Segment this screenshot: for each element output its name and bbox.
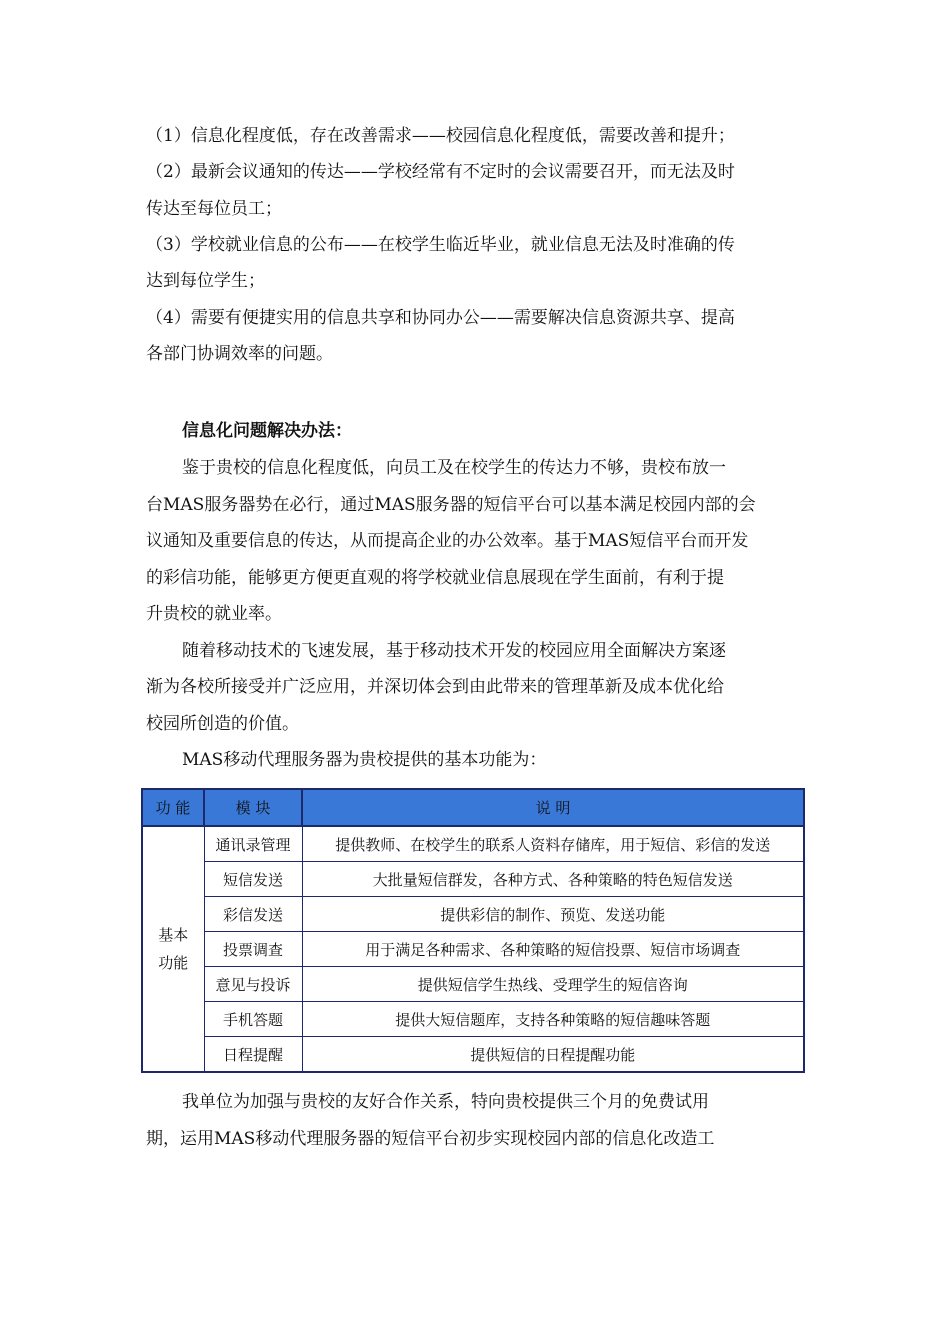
- table-row: [142, 1037, 804, 1073]
- paragraph-line: 鉴于贵校的信息化程度低，向员工及在校学生的传达力不够，贵校布放一: [182, 458, 726, 478]
- category-label-line2: 功能: [158, 954, 189, 972]
- description-cell: 提供短信的日程提醒功能: [302, 1037, 804, 1073]
- module-cell: 意见与投诉: [204, 967, 302, 1002]
- module-cell: 手机答题: [204, 1002, 302, 1037]
- section-heading: 信息化问题解决办法：: [182, 421, 352, 441]
- module-cell: 彩信发送: [204, 897, 302, 932]
- description-cell: 提供教师、在校学生的联系人资料存储库，用于短信、彩信的发送: [302, 826, 804, 862]
- problem-line: 各部门协调效率的问题。: [146, 344, 333, 364]
- description-cell: 用于满足各种需求、各种策略的短信投票、短信市场调查: [302, 932, 804, 967]
- category-cell: [142, 826, 204, 1072]
- description-cell: 提供彩信的制作、预览、发送功能: [302, 897, 804, 932]
- module-cell: 日程提醒: [204, 1037, 302, 1073]
- paragraph-line: 校园所创造的价值。: [146, 714, 299, 734]
- table-row: [142, 862, 804, 897]
- description-cell: 提供大短信题库，支持各种策略的短信趣味答题: [302, 1002, 804, 1037]
- paragraph-line: 升贵校的就业率。: [146, 604, 282, 624]
- problem-line: 达到每位学生；: [146, 271, 265, 291]
- description-cell: 提供短信学生热线、受理学生的短信咨询: [302, 967, 804, 1002]
- table-row: [142, 1002, 804, 1037]
- paragraph-line: 的彩信功能，能够更方便更直观的将学校就业信息展现在学生面前，有利于提: [146, 568, 724, 588]
- paragraph-line: 期，运用MAS移动代理服务器的短信平台初步实现校园内部的信息化改造工: [146, 1129, 715, 1149]
- problem-line: （2）最新会议通知的传达——学校经常有不定时的会议需要召开，而无法及时: [146, 162, 735, 182]
- paragraph-line: MAS移动代理服务器为贵校提供的基本功能为：: [182, 750, 547, 770]
- feature-table: [141, 788, 805, 1073]
- table-row: [142, 932, 804, 967]
- table-header-row: [142, 789, 804, 826]
- paragraph-line: 议通知及重要信息的传达，从而提高企业的办公效率。基于MAS短信平台而开发: [146, 531, 749, 551]
- table-row: [142, 826, 804, 862]
- paragraph-line: 渐为各校所接受并广泛应用，并深切体会到由此带来的管理革新及成本优化给: [146, 677, 724, 697]
- paragraph-line: 随着移动技术的飞速发展，基于移动技术开发的校园应用全面解决方案逐: [182, 641, 726, 661]
- problem-line: （1）信息化程度低，存在改善需求——校园信息化程度低，需要改善和提升；: [146, 126, 735, 146]
- table-row: [142, 897, 804, 932]
- header-description: 说 明: [302, 789, 804, 826]
- paragraph-line: 台MAS服务器势在必行，通过MAS服务器的短信平台可以基本满足校园内部的会: [146, 495, 756, 515]
- problem-line: 传达至每位员工；: [146, 199, 282, 219]
- problem-line: （4）需要有便捷实用的信息共享和协同办公——需要解决信息资源共享、提高: [146, 308, 735, 328]
- header-module: 模 块: [204, 789, 302, 826]
- module-cell: 通讯录管理: [204, 826, 302, 862]
- description-cell: 大批量短信群发，各种方式、各种策略的特色短信发送: [302, 862, 804, 897]
- header-function: 功 能: [142, 789, 204, 826]
- module-cell: 投票调查: [204, 932, 302, 967]
- paragraph-line: 我单位为加强与贵校的友好合作关系，特向贵校提供三个月的免费试用: [182, 1092, 709, 1112]
- category-label-line1: 基本: [158, 926, 189, 944]
- module-cell: 短信发送: [204, 862, 302, 897]
- problem-line: （3）学校就业信息的公布——在校学生临近毕业，就业信息无法及时准确的传: [146, 235, 735, 255]
- table-row: [142, 967, 804, 1002]
